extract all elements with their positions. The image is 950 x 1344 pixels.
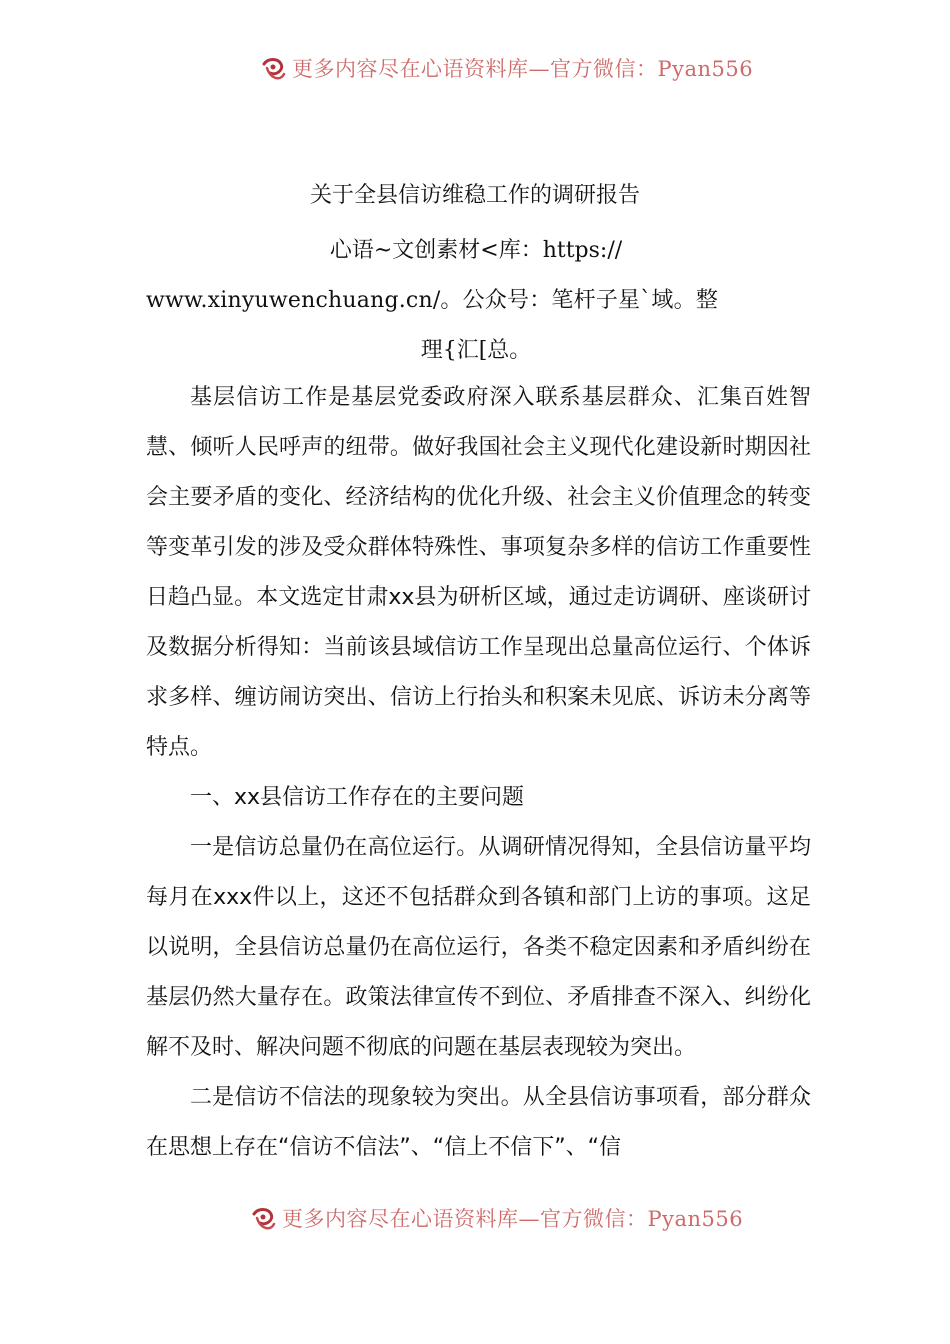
source-line: 理{汇[总。 (420, 338, 532, 363)
source-line: 心语~文创素材<库：https:// (329, 238, 623, 263)
paragraph-problem-2: 二是信访不信法的现象较为突出。从全县信访事项看，部分群众在思想上存在“信访不信法”、“信上不信下”、“信 (146, 1085, 811, 1160)
watermark-text: 更多内容尽在心语资料库—官方微信：Pyan556 (292, 57, 754, 81)
document-body (146, 373, 811, 1173)
swirl-logo-icon (248, 1204, 278, 1234)
paragraph-problem-1: 一是信访总量仍在高位运行。从调研情况得知，全县信访量平均每月在xxx件以上，这还不包括群众到各镇和部门上访的事项。这足以说明，全县信访总量仍在高位运行，各类不稳定因素和矛盾纠纷在基层仍然大量存在。政策法律宣传不到位、矛盾排查不深入、纠纷化解不及时、解决问题不彻底的问题在基层表现较为突出。 (146, 835, 811, 1060)
swirl-logo-icon (258, 54, 288, 84)
watermark-top (0, 52, 950, 92)
document-title: 关于全县信访维稳工作的调研报告 (309, 183, 640, 208)
source-line: www.xinyuwenchuang.cn/。公众号：笔杆子星`域。整 (146, 288, 719, 313)
section-heading: 一、xx县信访工作存在的主要问题 (190, 785, 525, 810)
paragraph-intro: 基层信访工作是基层党委政府深入联系基层群众、汇集百姓智慧、倾听人民呼声的纽带。做好我国社会主义现代化建设新时期因社会主要矛盾的变化、经济结构的优化升级、社会主义价值理念的转变等变革引发的涉及受众群体特殊性、事项复杂多样的信访工作重要性日趋凸显。本文选定甘肃xx县为研析区域，通过走访调研、座谈研讨及数据分析得知：当前该县域信访工作呈现出总量高位运行、个体诉求多样、缠访闹访突出、信访上行抬头和积案未见底、诉访未分离等特点。 (146, 385, 811, 760)
source-note (146, 226, 806, 376)
watermark-bottom (0, 1202, 950, 1242)
watermark-text: 更多内容尽在心语资料库—官方微信：Pyan556 (282, 1207, 744, 1231)
